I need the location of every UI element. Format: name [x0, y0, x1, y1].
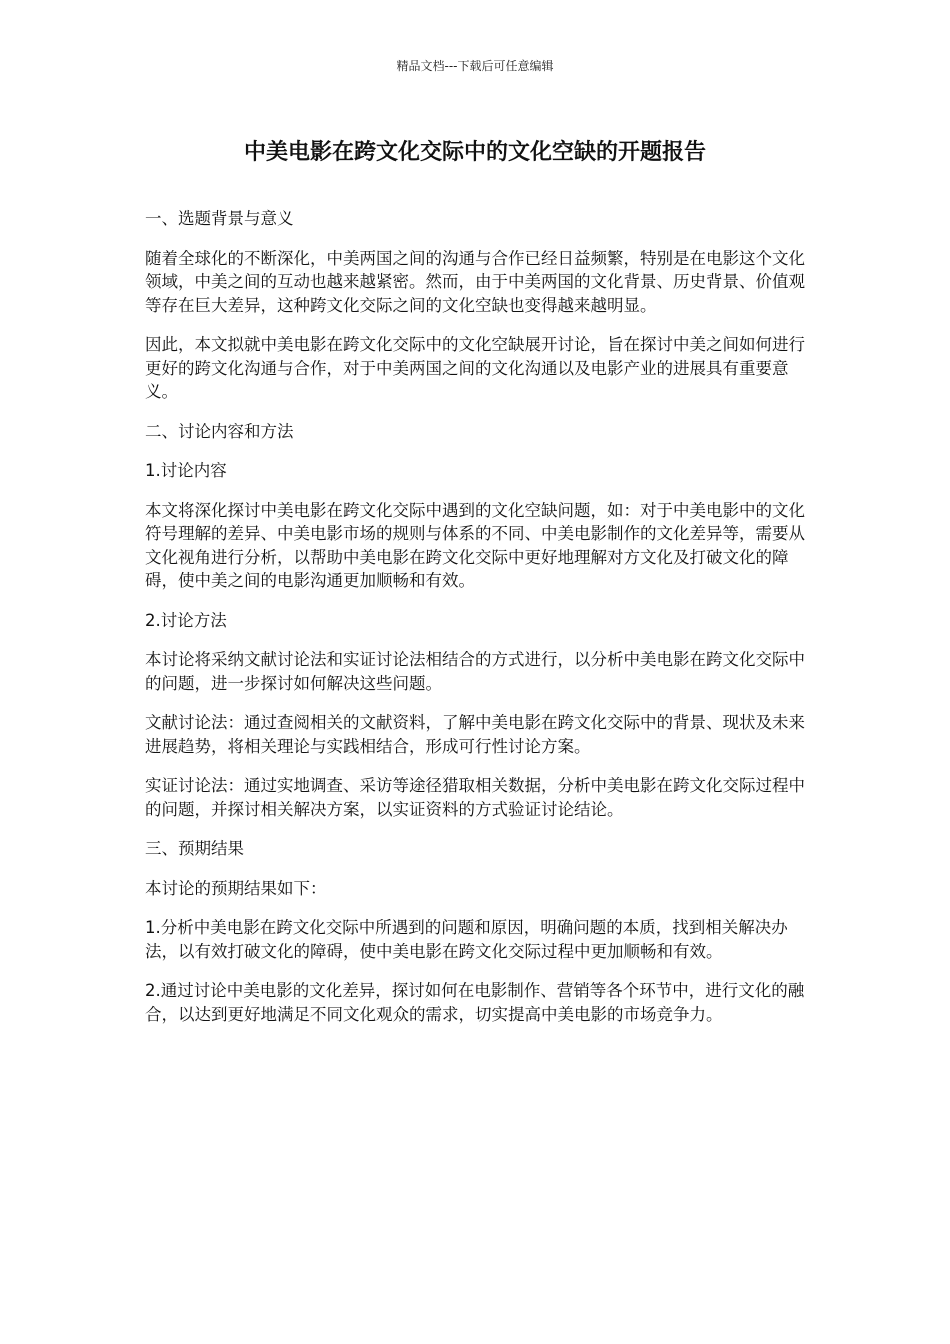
- paragraph-method: 本讨论将采纳文献讨论法和实证讨论法相结合的方式进行，以分析中美电影在跨文化交际中的问题，进一步探讨如何解决这些问题。: [145, 650, 805, 693]
- paragraph-literature-method: 文献讨论法：通过查阅相关的文献资料，了解中美电影在跨文化交际中的背景、现状及未来进展趋势，将相关理论与实践相结合，形成可行性讨论方案。: [145, 713, 805, 756]
- subheading-content: 1.讨论内容: [145, 461, 227, 480]
- document-title: 中美电影在跨文化交际中的文化空缺的开题报告: [243, 140, 706, 165]
- section-heading-content-method: 二、讨论内容和方法: [145, 421, 294, 441]
- subheading-method: 2.讨论方法: [145, 610, 227, 630]
- paragraph-background: 随着全球化的不断深化，中美两国之间的沟通与合作已经日益频繁，特别是在电影这个文化领域，中美之间的互动也越来越紧密。然而，由于中美两国的文化背景、历史背景、价值观等存在巨大差异，这种跨文化交际之间的文化空缺也变得越来越明显。: [145, 248, 805, 315]
- paragraph-expected-intro: 本讨论的预期结果如下：: [145, 878, 327, 898]
- paragraph-empirical-method: 实证讨论法：通过实地调查、采访等途径猎取相关数据，分析中美电影在跨文化交际过程中的问题，并探讨相关解决方案，以实证资料的方式验证讨论结论。: [145, 776, 805, 819]
- document-body: [145, 207, 810, 1042]
- header-note: 精品文档---下载后可任意编辑: [396, 59, 554, 73]
- section-heading-background: 一、选题背景与意义: [145, 209, 294, 228]
- paragraph-expected-2: 2.通过讨论中美电影的文化差异，探讨如何在电影制作、营销等各个环节中，进行文化的融合，以达到更好地满足不同文化观众的需求，切实提高中美电影的市场竞争力。: [145, 981, 805, 1024]
- paragraph-expected-1: 1.分析中美电影在跨文化交际中所遇到的问题和原因，明确问题的本质，找到相关解决办法，以有效打破文化的障碍，使中美电影在跨文化交际过程中更加顺畅和有效。: [145, 918, 788, 961]
- paragraph-content: 本文将深化探讨中美电影在跨文化交际中遇到的文化空缺问题，如：对于中美电影中的文化符号理解的差异、中美电影市场的规则与体系的不同、中美电影制作的文化差异等，需要从文化视角进行分析，以帮助中美电影在跨文化交际中更好地理解对方文化及打破文化的障碍，使中美之间的电影沟通更加顺畅和有效。: [145, 500, 805, 590]
- paragraph-purpose: 因此，本文拟就中美电影在跨文化交际中的文化空缺展开讨论，旨在探讨中美之间如何进行更好的跨文化沟通与合作，对于中美两国之间的文化沟通以及电影产业的进展具有重要意义。: [145, 335, 805, 401]
- section-heading-expected-results: 三、预期结果: [145, 839, 244, 858]
